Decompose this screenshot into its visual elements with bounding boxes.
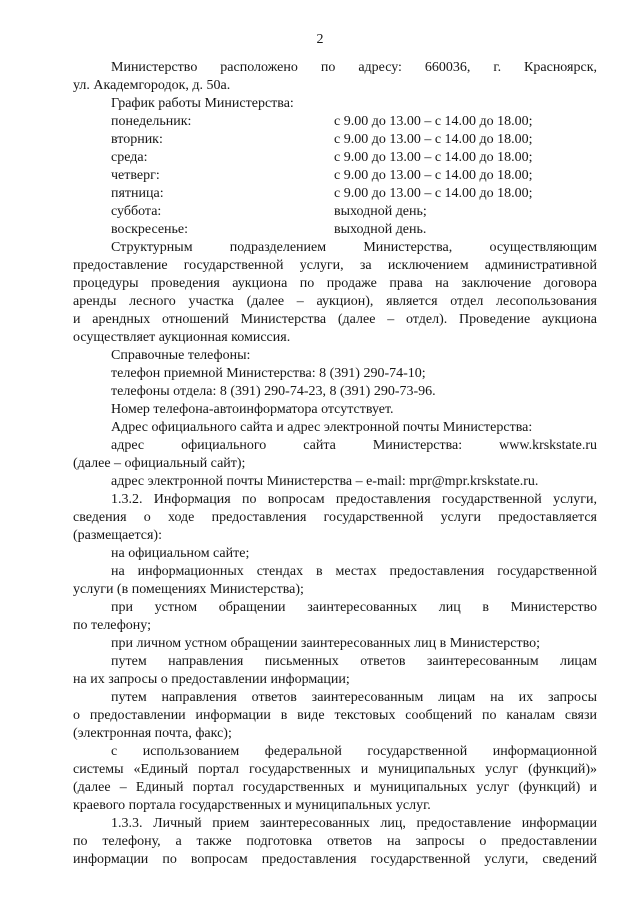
- text-line: 1.3.2. Информация по вопросам предоставления государственной услуги,: [111, 492, 597, 507]
- schedule-row: [73, 167, 597, 185]
- text-line: (далее – Единый портал государственных и муниципальных услуг (функций) и: [73, 780, 597, 795]
- text-line: Справочные телефоны:: [111, 348, 251, 363]
- text-line: адрес электронной почты Министерства – e-mail: mpr@mpr.krskstate.ru.: [111, 474, 539, 489]
- schedule-day: понедельник:: [111, 114, 192, 129]
- text-line: аренды лесного участка (далее – аукцион), является отдел лесопользования: [73, 294, 597, 309]
- text-line: Адрес официального сайта и адрес электронной почты Министерства:: [111, 420, 533, 435]
- schedule-day: среда:: [111, 150, 148, 165]
- text-line: путем направления ответов заинтересованным лицам на их запросы: [111, 690, 597, 705]
- document-body: [73, 59, 597, 869]
- schedule-day: пятница:: [111, 186, 164, 201]
- text-line: по телефону;: [73, 618, 151, 633]
- text-line: ул. Академгородок, д. 50а.: [73, 78, 231, 93]
- text-line: услуги (в помещениях Министерства);: [73, 582, 304, 597]
- text-line: (электронная почта, факс);: [73, 726, 232, 741]
- schedule-hours: выходной день.: [334, 222, 427, 237]
- schedule-day: четверг:: [111, 168, 160, 183]
- schedule-row: [73, 131, 597, 149]
- text-line: адрес официального сайта Министерства: www.krskstate.ru: [111, 438, 597, 453]
- text-line: телефоны отдела: 8 (391) 290-74-23, 8 (391) 290-73-96.: [111, 384, 436, 399]
- schedule-hours: выходной день;: [334, 204, 427, 219]
- schedule-day: вторник:: [111, 132, 163, 147]
- text-line: системы «Единый портал государственных и муниципальных услуг (функций)»: [73, 762, 597, 777]
- text-line: информации по вопросам предоставления государственной услуги, сведений: [73, 852, 597, 867]
- text-line: (далее – официальный сайт);: [73, 456, 246, 471]
- text-line: при личном устном обращении заинтересованных лиц в Министерство;: [111, 636, 540, 651]
- text-line: при устном обращении заинтересованных лиц в Министерство: [111, 600, 597, 615]
- schedule-row: [73, 221, 597, 239]
- text-line: процедуры проведения аукциона по продаже права на заключение договора: [73, 276, 597, 291]
- text-line: с использованием федеральной государственной информационной: [111, 744, 597, 759]
- schedule-hours: с 9.00 до 13.00 – с 14.00 до 18.00;: [334, 132, 533, 147]
- address-block: [73, 59, 597, 113]
- text-line: путем направления письменных ответов заинтересованным лицам: [111, 654, 597, 669]
- text-line: по телефону, а также подготовка ответов на запросы о предоставлении: [73, 834, 597, 849]
- text-line: осуществляет аукционная комиссия.: [73, 330, 291, 345]
- schedule-hours: с 9.00 до 13.00 – с 14.00 до 18.00;: [334, 186, 533, 201]
- text-line: Структурным подразделением Министерства, осуществляющим: [111, 240, 597, 255]
- work-schedule: [73, 113, 597, 239]
- schedule-hours: с 9.00 до 13.00 – с 14.00 до 18.00;: [334, 150, 533, 165]
- text-line: краевого портала государственных и муниципальных услуг.: [73, 798, 431, 813]
- text-line: Номер телефона-автоинформатора отсутствует.: [111, 402, 394, 417]
- schedule-day: суббота:: [111, 204, 162, 219]
- text-line: График работы Министерства:: [111, 96, 294, 111]
- text-line: (размещается):: [73, 528, 162, 543]
- text-line: на информационных стендах в местах предоставления государственной: [111, 564, 597, 579]
- schedule-hours: с 9.00 до 13.00 – с 14.00 до 18.00;: [334, 168, 533, 183]
- text-line: и арендных отношений Министерства (далее – отдел). Проведение аукциона: [73, 312, 597, 327]
- schedule-hours: с 9.00 до 13.00 – с 14.00 до 18.00;: [334, 114, 533, 129]
- schedule-row: [73, 185, 597, 203]
- schedule-day: воскресенье:: [111, 222, 189, 237]
- page-number: 2: [316, 32, 324, 47]
- text-line: о предоставлении информации в виде текстовых сообщений по каналам связи: [73, 708, 597, 723]
- main-text: [73, 239, 597, 869]
- text-line: телефон приемной Министерства: 8 (391) 290-74-10;: [111, 366, 426, 381]
- text-line: 1.3.3. Личный прием заинтересованных лиц, предоставление информации: [111, 816, 597, 831]
- text-line: Министерство расположено по адресу: 660036, г. Красноярск,: [111, 60, 597, 75]
- schedule-row: [73, 203, 597, 221]
- schedule-row: [73, 113, 597, 131]
- schedule-row: [73, 149, 597, 167]
- text-line: на официальном сайте;: [111, 546, 250, 561]
- text-line: сведения о ходе предоставления государственной услуги предоставляется: [73, 510, 597, 525]
- text-line: предоставление государственной услуги, за исключением административной: [73, 258, 597, 273]
- text-line: на их запросы о предоставлении информации;: [73, 672, 350, 687]
